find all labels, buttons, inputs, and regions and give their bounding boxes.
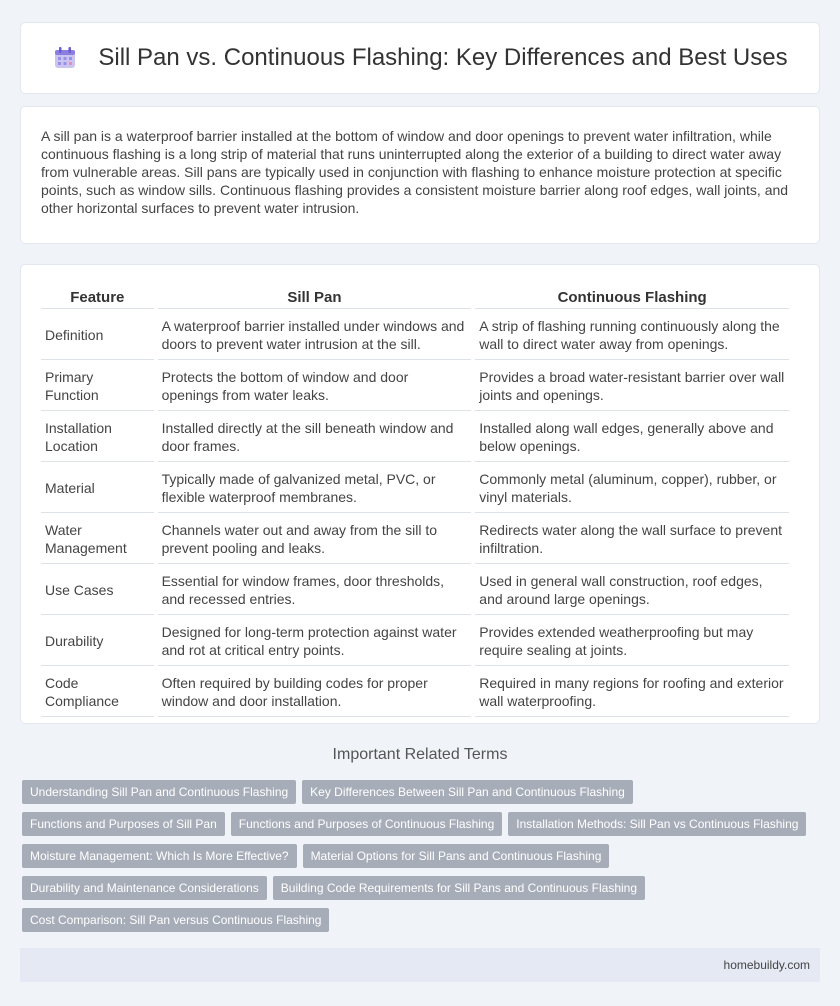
feature-cell: Definition — [41, 311, 154, 360]
header-sill-pan: Sill Pan — [158, 287, 472, 309]
page-header — [20, 22, 820, 94]
sill-pan-cell: Protects the bottom of window and door openings from water leaks. — [158, 362, 472, 411]
table-row — [41, 668, 789, 717]
continuous-flashing-cell: A strip of flashing running continuously along the wall to direct water away from openings. — [475, 311, 789, 360]
related-term-tag[interactable]: Building Code Requirements for Sill Pans and Continuous Flashing — [273, 876, 645, 900]
feature-cell: Code Compliance — [41, 668, 154, 717]
related-terms-tags — [22, 780, 818, 932]
related-term-tag[interactable]: Installation Methods: Sill Pan vs Continuous Flashing — [508, 812, 806, 836]
feature-cell: Material — [41, 464, 154, 513]
table-row — [41, 617, 789, 666]
page-footer — [20, 948, 820, 982]
sill-pan-cell: A waterproof barrier installed under windows and doors to prevent water intrusion at the sill. — [158, 311, 472, 360]
related-term-tag[interactable]: Key Differences Between Sill Pan and Continuous Flashing — [302, 780, 633, 804]
continuous-flashing-cell: Provides extended weatherproofing but may require sealing at joints. — [475, 617, 789, 666]
sill-pan-cell: Channels water out and away from the sill to prevent pooling and leaks. — [158, 515, 472, 564]
sill-pan-cell: Essential for window frames, door thresholds, and recessed entries. — [158, 566, 472, 615]
continuous-flashing-cell: Redirects water along the wall surface to prevent infiltration. — [475, 515, 789, 564]
related-term-tag[interactable]: Moisture Management: Which Is More Effective? — [22, 844, 297, 868]
table-row — [41, 362, 789, 411]
table-row — [41, 515, 789, 564]
header-continuous-flashing: Continuous Flashing — [475, 287, 789, 309]
feature-cell: Water Management — [41, 515, 154, 564]
calendar-icon — [52, 45, 78, 71]
table-row — [41, 464, 789, 513]
related-term-tag[interactable]: Cost Comparison: Sill Pan versus Continuous Flashing — [22, 908, 329, 932]
continuous-flashing-cell: Required in many regions for roofing and exterior wall waterproofing. — [475, 668, 789, 717]
feature-cell: Primary Function — [41, 362, 154, 411]
feature-cell: Use Cases — [41, 566, 154, 615]
related-terms-title: Important Related Terms — [332, 746, 508, 763]
related-term-tag[interactable]: Durability and Maintenance Considerations — [22, 876, 267, 900]
feature-cell: Durability — [41, 617, 154, 666]
continuous-flashing-cell: Used in general wall construction, roof edges, and around large openings. — [475, 566, 789, 615]
related-term-tag[interactable]: Functions and Purposes of Sill Pan — [22, 812, 225, 836]
page-title: Sill Pan vs. Continuous Flashing: Key Differences and Best Uses — [98, 44, 788, 71]
comparison-table-card — [20, 264, 820, 724]
sill-pan-cell: Typically made of galvanized metal, PVC, or flexible waterproof membranes. — [158, 464, 472, 513]
table-row — [41, 311, 789, 360]
related-term-tag[interactable]: Functions and Purposes of Continuous Flashing — [231, 812, 503, 836]
table-header-row — [41, 287, 789, 309]
continuous-flashing-cell: Installed along wall edges, generally above and below openings. — [475, 413, 789, 462]
table-row — [41, 413, 789, 462]
related-term-tag[interactable]: Material Options for Sill Pans and Continuous Flashing — [303, 844, 610, 868]
sill-pan-cell: Installed directly at the sill beneath window and door frames. — [158, 413, 472, 462]
continuous-flashing-cell: Commonly metal (aluminum, copper), rubber, or vinyl materials. — [475, 464, 789, 513]
sill-pan-cell: Often required by building codes for proper window and door installation. — [158, 668, 472, 717]
intro-paragraph: A sill pan is a waterproof barrier installed at the bottom of window and door openings to prevent water infiltration, while continuous flashing is a long strip of material that runs uninterrupted along the exterior of a building to direct water away from vulnerable areas. Sill pans are typically used in conjunction with flashing to enhance moisture protection at specific points, such as window sills. Continuous flashing provides a consistent moisture barrier along roof edges, wall joints, and other horizontal surfaces to prevent water intrusion. — [20, 106, 820, 244]
footer-site-link[interactable]: homebuildy.com — [723, 958, 810, 972]
table-row — [41, 566, 789, 615]
header-feature: Feature — [41, 287, 154, 309]
feature-cell: Installation Location — [41, 413, 154, 462]
sill-pan-cell: Designed for long-term protection against water and rot at critical entry points. — [158, 617, 472, 666]
continuous-flashing-cell: Provides a broad water-resistant barrier over wall joints and openings. — [475, 362, 789, 411]
comparison-table — [37, 285, 793, 719]
related-term-tag[interactable]: Understanding Sill Pan and Continuous Flashing — [22, 780, 296, 804]
